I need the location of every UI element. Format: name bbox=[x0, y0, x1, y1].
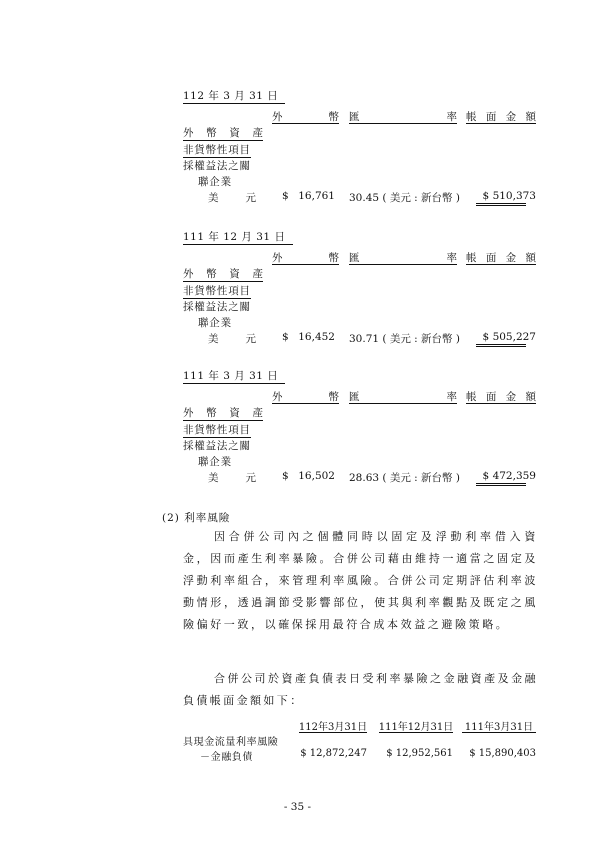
col-underline bbox=[349, 403, 457, 404]
col-header-exchange-rate: 匯 率 bbox=[349, 252, 457, 264]
fx-amount: 16,502 bbox=[298, 470, 335, 482]
col-header-111-03-31: 111年3月31日 bbox=[464, 722, 534, 733]
carrying-amount: $ 510,373 bbox=[482, 190, 536, 202]
row-equity-method-2: 聯企業 bbox=[198, 317, 232, 329]
table-date-heading: 111 年 3 月 31 日 bbox=[183, 368, 285, 384]
amount-symbol: $ bbox=[282, 190, 289, 202]
section-heading: (2) 利率風險 bbox=[162, 512, 231, 524]
col-header-carrying-amount: 帳 面 金 額 bbox=[466, 111, 536, 123]
row-nonmonetary-items: 非貨幣性項目 bbox=[183, 144, 251, 156]
value-112-03-31: $ 12,872,247 bbox=[300, 748, 367, 759]
col-header-exchange-rate: 匯 率 bbox=[349, 391, 457, 403]
col-header-112-03-31: 112年3月31日 bbox=[298, 722, 368, 733]
page-number: - 35 - bbox=[283, 801, 312, 813]
col-underline bbox=[466, 264, 536, 265]
carrying-amount: $ 472,359 bbox=[482, 470, 536, 482]
double-underline bbox=[476, 483, 526, 486]
fx-amount: 16,452 bbox=[298, 331, 335, 343]
row-nonmonetary-items: 非貨幣性項目 bbox=[183, 285, 251, 297]
value-111-03-31: $ 15,890,403 bbox=[469, 748, 536, 759]
row-financial-liabilities: －金融負債 bbox=[200, 752, 253, 763]
value-111-12-31: $ 12,952,561 bbox=[386, 748, 453, 759]
fx-amount: 16,761 bbox=[298, 190, 335, 202]
double-underline bbox=[476, 203, 526, 206]
exchange-rate: 30.45 ( 美元 : 新台幣 ) bbox=[349, 192, 460, 204]
col-header-111-12-31: 111年12月31日 bbox=[378, 722, 454, 733]
row-underline bbox=[183, 420, 263, 421]
amount-symbol: $ bbox=[282, 331, 289, 343]
carrying-amount: $ 505,227 bbox=[482, 331, 536, 343]
row-equity-method-1: 採權益法之關 bbox=[183, 440, 251, 452]
col-underline bbox=[379, 732, 453, 733]
exchange-rate: 30.71 ( 美元 : 新台幣 ) bbox=[349, 333, 460, 345]
row-underline bbox=[183, 281, 263, 282]
row-equity-method-2: 聯企業 bbox=[198, 176, 232, 188]
row-currency-usd: 美 元 bbox=[208, 472, 256, 484]
double-underline bbox=[476, 344, 526, 347]
col-header-foreign-currency: 外 幣 bbox=[272, 111, 339, 123]
col-underline bbox=[272, 264, 339, 265]
row-foreign-assets: 外 幣 資 產 bbox=[183, 127, 263, 139]
col-underline bbox=[466, 403, 536, 404]
col-header-exchange-rate: 匯 率 bbox=[349, 111, 457, 123]
row-equity-method-2: 聯企業 bbox=[198, 456, 232, 468]
col-underline bbox=[462, 732, 536, 733]
col-underline bbox=[272, 403, 339, 404]
carrying-amount-intro-paragraph: 合併公司於資產負債表日受利率暴險之金融資產及金融負債帳面金額如下： bbox=[183, 672, 538, 707]
row-equity-method-1: 採權益法之關 bbox=[183, 301, 251, 313]
row-equity-method-1: 採權益法之關 bbox=[183, 160, 251, 172]
exchange-rate: 28.63 ( 美元 : 新台幣 ) bbox=[349, 472, 460, 484]
row-underline bbox=[183, 140, 263, 141]
row-cash-flow-rate-risk: 具現金流量利率風險 bbox=[183, 737, 279, 748]
table-date-heading: 111 年 12 月 31 日 bbox=[183, 229, 293, 245]
col-underline bbox=[349, 264, 457, 265]
row-currency-usd: 美 元 bbox=[208, 192, 256, 204]
interest-rate-risk-paragraph: 因合併公司內之個體同時以固定及浮動利率借入資金，因而產生利率暴險。合併公司藉由維持一適當之固定及浮動利率組合，來管理利率風險。合併公司定期評估利率波動情形，透過調節受影響部位，使其與利率觀點及既定之風險偏好一致，以確保採用最符合成本效益之避險策略。 bbox=[183, 530, 538, 631]
col-header-carrying-amount: 帳 面 金 額 bbox=[466, 391, 536, 403]
row-currency-usd: 美 元 bbox=[208, 333, 256, 345]
col-underline bbox=[272, 123, 339, 124]
row-foreign-assets: 外 幣 資 產 bbox=[183, 268, 263, 280]
table-date-heading: 112 年 3 月 31 日 bbox=[183, 88, 285, 104]
col-underline bbox=[299, 732, 367, 733]
row-foreign-assets: 外 幣 資 產 bbox=[183, 407, 263, 419]
col-header-foreign-currency: 外 幣 bbox=[272, 391, 339, 403]
col-header-carrying-amount: 帳 面 金 額 bbox=[466, 252, 536, 264]
col-header-foreign-currency: 外 幣 bbox=[272, 252, 339, 264]
col-underline bbox=[349, 123, 457, 124]
amount-symbol: $ bbox=[282, 470, 289, 482]
col-underline bbox=[466, 123, 536, 124]
row-nonmonetary-items: 非貨幣性項目 bbox=[183, 424, 251, 436]
